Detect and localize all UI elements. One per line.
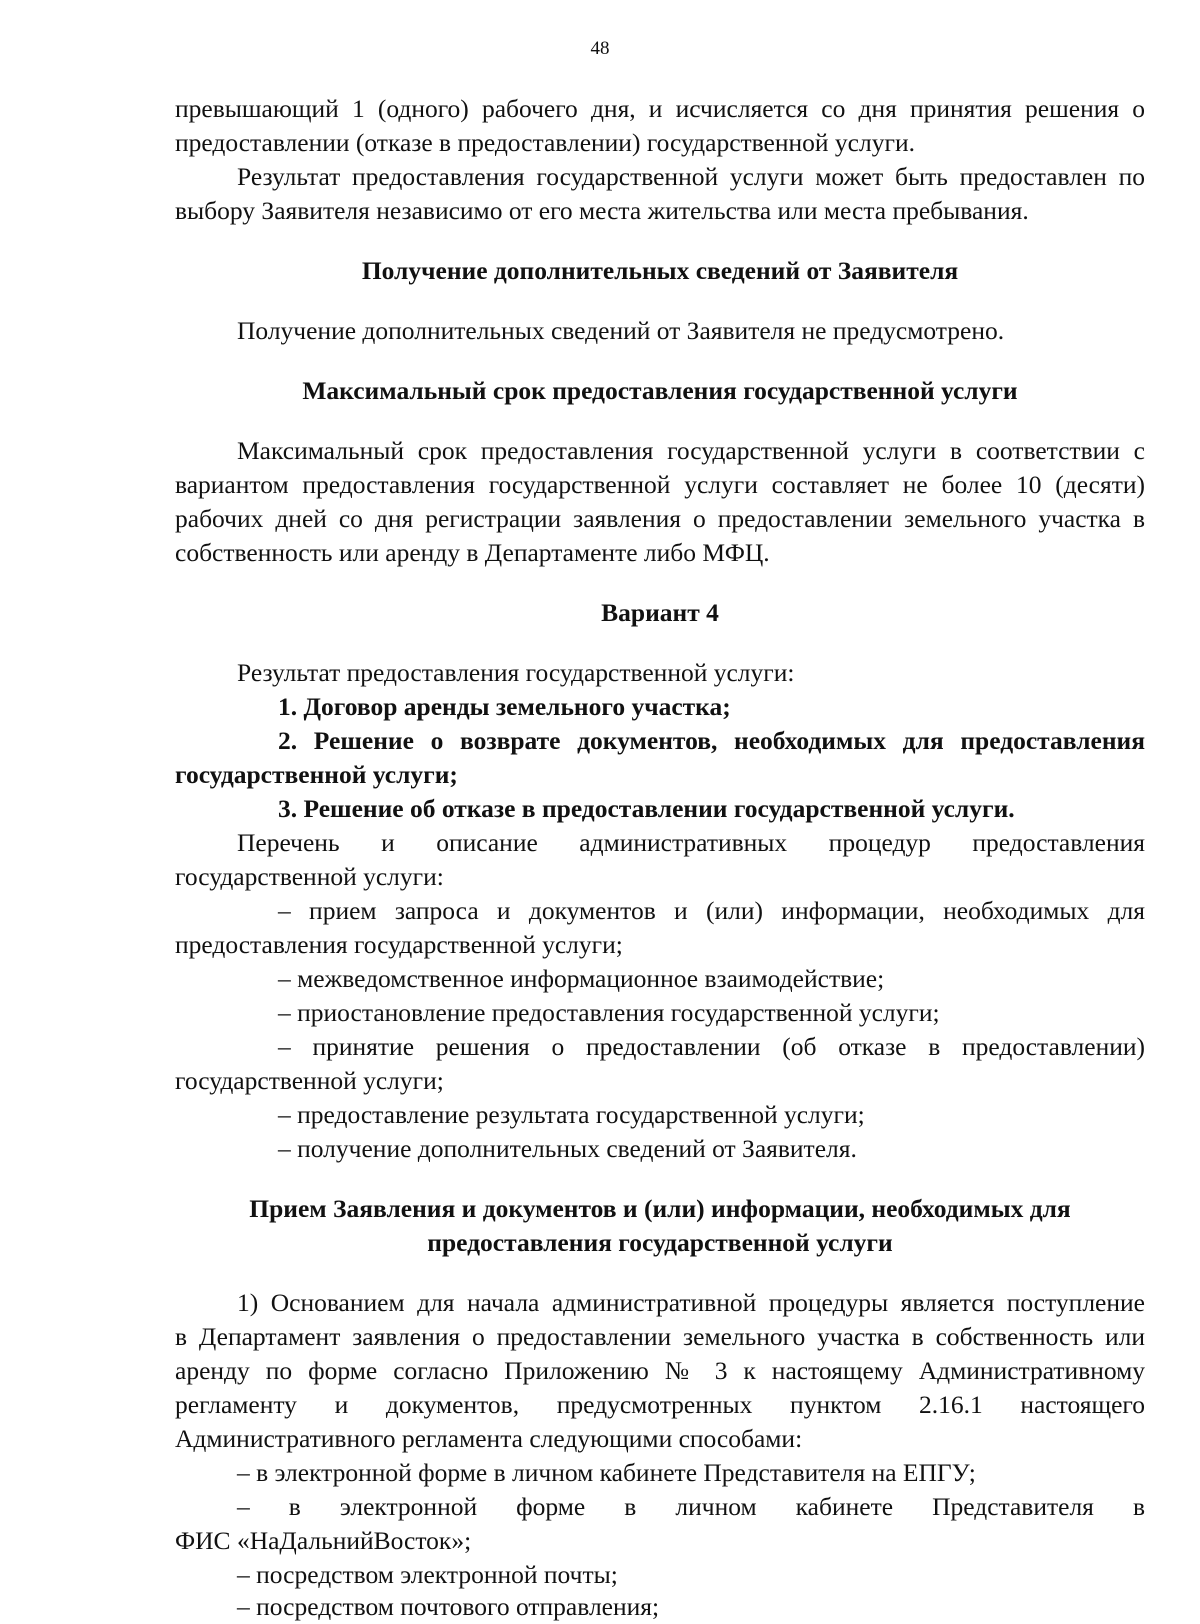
list-item: – предоставление результата государственной услуги; — [278, 1100, 865, 1129]
variant-heading: Вариант 4 — [601, 598, 719, 627]
body-line: Получение дополнительных сведений от Заявителя не предусмотрено. — [237, 316, 1005, 345]
list-item: – принятие решения о предоставлении (об отказе в предоставлении) — [278, 1032, 1145, 1061]
body-line: государственной услуги; — [175, 1066, 444, 1095]
list-item: – приостановление предоставления государственной услуги; — [278, 998, 940, 1027]
body-line: Административного регламента следующими способами: — [175, 1424, 803, 1453]
section-heading: предоставления государственной услуги — [427, 1228, 893, 1257]
body-line: рабочих дней со дня регистрации заявления о предоставлении земельного участка в — [175, 504, 1145, 533]
section-heading: Прием Заявления и документов и (или) информации, необходимых для — [249, 1194, 1071, 1223]
body-line: 1) Основанием для начала административной процедуры является поступление — [237, 1288, 1145, 1317]
body-line: Результат предоставления государственной услуги: — [237, 658, 795, 687]
result-item: 1. Договор аренды земельного участка; — [278, 692, 731, 721]
body-line: Перечень и описание административных процедур предоставления — [237, 828, 1145, 857]
body-line: превышающий 1 (одного) рабочего дня, и исчисляется со дня принятия решения о — [175, 94, 1145, 123]
result-item: 3. Решение об отказе в предоставлении государственной услуги. — [278, 794, 1015, 823]
list-item: – получение дополнительных сведений от Заявителя. — [278, 1134, 857, 1163]
list-item: – в электронной форме в личном кабинете Представителя на ЕПГУ; — [237, 1458, 976, 1487]
body-line: собственность или аренду в Департаменте либо МФЦ. — [175, 538, 770, 567]
result-item: государственной услуги; — [175, 760, 458, 789]
section-heading: Максимальный срок предоставления государственной услуги — [302, 376, 1018, 405]
result-item: 2. Решение о возврате документов, необходимых для предоставления — [278, 726, 1145, 755]
list-item: – посредством электронной почты; — [237, 1560, 618, 1589]
body-line: регламенту и документов, предусмотренных пунктом 2.16.1 настоящего — [175, 1390, 1145, 1419]
page-number: 48 — [590, 38, 610, 59]
body-line: аренду по форме согласно Приложению № 3 к настоящему Административному — [175, 1356, 1145, 1385]
list-item: – в электронной форме в личном кабинете Представителя в — [237, 1492, 1145, 1521]
list-item: – межведомственное информационное взаимодействие; — [278, 964, 885, 993]
body-line: вариантом предоставления государственной услуги составляет не более 10 (десяти) — [175, 470, 1145, 499]
body-line: Результат предоставления государственной услуги может быть предоставлен по — [237, 162, 1145, 191]
list-item: – посредством почтового отправления; — [237, 1592, 660, 1621]
body-line: ФИС «НаДальнийВосток»; — [175, 1526, 472, 1555]
body-line: в Департамент заявления о предоставлении земельного участка в собственность или — [175, 1322, 1145, 1351]
body-line: выбору Заявителя независимо от его места жительства или места пребывания. — [175, 196, 1029, 225]
body-line: государственной услуги: — [175, 862, 444, 891]
body-line: предоставлении (отказе в предоставлении) государственной услуги. — [175, 128, 915, 157]
section-heading: Получение дополнительных сведений от Заявителя — [361, 256, 959, 285]
body-line: Максимальный срок предоставления государственной услуги в соответствии с — [237, 436, 1145, 465]
body-line: предоставления государственной услуги; — [175, 930, 623, 959]
list-item: – прием запроса и документов и (или) информации, необходимых для — [278, 896, 1145, 925]
